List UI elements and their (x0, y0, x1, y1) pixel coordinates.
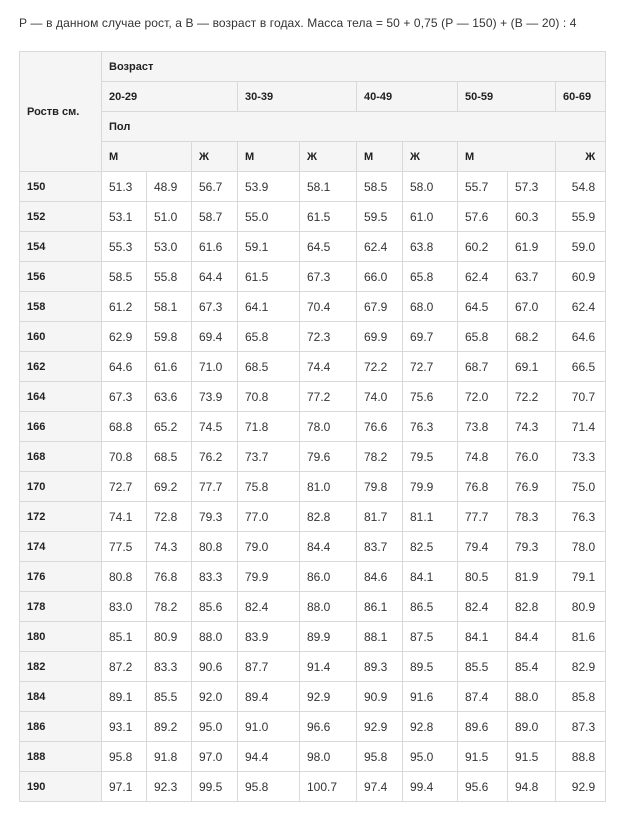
weight-cell: 95.6 (458, 772, 508, 802)
weight-cell: 89.2 (147, 712, 192, 742)
weight-cell: 92.8 (403, 712, 458, 742)
male-40-49: М (357, 142, 403, 172)
weight-cell: 95.8 (357, 742, 403, 772)
weight-cell: 55.8 (147, 262, 192, 292)
weight-cell: 91.5 (508, 742, 556, 772)
weight-cell: 85.6 (192, 592, 238, 622)
weight-cell: 76.3 (403, 412, 458, 442)
weight-cell: 88.0 (300, 592, 357, 622)
weight-cell: 76.0 (508, 442, 556, 472)
weight-table (19, 51, 606, 802)
weight-cell: 64.6 (556, 322, 606, 352)
weight-cell: 61.6 (192, 232, 238, 262)
weight-cell: 85.5 (458, 652, 508, 682)
weight-cell: 81.9 (508, 562, 556, 592)
weight-cell: 61.2 (102, 292, 147, 322)
weight-cell: 74.3 (508, 412, 556, 442)
weight-cell: 74.3 (147, 532, 192, 562)
male-20-29: М (102, 142, 192, 172)
weight-cell: 55.0 (238, 202, 300, 232)
weight-cell: 95.0 (403, 742, 458, 772)
table-row (20, 472, 606, 502)
height-column-header: Роств см. (20, 52, 102, 172)
height-cell: 190 (20, 772, 102, 802)
table-row (20, 292, 606, 322)
table-row (20, 532, 606, 562)
weight-cell: 55.3 (102, 232, 147, 262)
weight-cell: 80.8 (192, 532, 238, 562)
weight-cell: 73.3 (556, 442, 606, 472)
weight-cell: 77.5 (102, 532, 147, 562)
weight-cell: 92.9 (300, 682, 357, 712)
weight-cell: 82.9 (556, 652, 606, 682)
weight-cell: 97.0 (192, 742, 238, 772)
weight-cell: 74.5 (192, 412, 238, 442)
weight-cell: 79.0 (238, 532, 300, 562)
weight-cell: 55.7 (458, 172, 508, 202)
weight-cell: 91.5 (458, 742, 508, 772)
weight-cell: 82.4 (238, 592, 300, 622)
weight-cell: 58.0 (403, 172, 458, 202)
weight-cell: 65.2 (147, 412, 192, 442)
sex-header: Пол (102, 112, 606, 142)
height-cell: 186 (20, 712, 102, 742)
weight-cell: 89.3 (357, 652, 403, 682)
weight-cell: 61.0 (403, 202, 458, 232)
weight-cell: 73.9 (192, 382, 238, 412)
weight-cell: 72.7 (102, 472, 147, 502)
height-cell: 156 (20, 262, 102, 292)
weight-cell: 88.0 (192, 622, 238, 652)
weight-cell: 51.0 (147, 202, 192, 232)
weight-cell: 80.5 (458, 562, 508, 592)
weight-cell: 68.5 (147, 442, 192, 472)
age-group-50-59: 50-59 (458, 82, 556, 112)
weight-cell: 66.0 (357, 262, 403, 292)
header-row-mf (20, 142, 606, 172)
weight-cell: 56.7 (192, 172, 238, 202)
weight-cell: 65.8 (238, 322, 300, 352)
weight-cell: 67.3 (192, 292, 238, 322)
table-row (20, 172, 606, 202)
weight-cell: 71.4 (556, 412, 606, 442)
weight-cell: 68.7 (458, 352, 508, 382)
weight-cell: 76.2 (192, 442, 238, 472)
weight-cell: 64.6 (102, 352, 147, 382)
female-50-59: Ж (556, 142, 606, 172)
weight-cell: 71.8 (238, 412, 300, 442)
weight-cell: 86.5 (403, 592, 458, 622)
weight-cell: 71.0 (192, 352, 238, 382)
weight-cell: 79.9 (403, 472, 458, 502)
weight-cell: 60.9 (556, 262, 606, 292)
weight-cell: 58.5 (357, 172, 403, 202)
weight-cell: 59.8 (147, 322, 192, 352)
weight-cell: 69.2 (147, 472, 192, 502)
weight-cell: 54.8 (556, 172, 606, 202)
table-row (20, 412, 606, 442)
weight-cell: 76.8 (147, 562, 192, 592)
male-50-59: М (458, 142, 556, 172)
weight-cell: 76.3 (556, 502, 606, 532)
weight-cell: 66.5 (556, 352, 606, 382)
weight-cell: 75.8 (238, 472, 300, 502)
weight-cell: 78.3 (508, 502, 556, 532)
weight-cell: 53.1 (102, 202, 147, 232)
height-cell: 160 (20, 322, 102, 352)
height-cell: 154 (20, 232, 102, 262)
weight-cell: 95.0 (192, 712, 238, 742)
weight-cell: 86.0 (300, 562, 357, 592)
weight-cell: 70.4 (300, 292, 357, 322)
weight-cell: 81.0 (300, 472, 357, 502)
height-cell: 150 (20, 172, 102, 202)
weight-cell: 88.1 (357, 622, 403, 652)
weight-cell: 87.4 (458, 682, 508, 712)
weight-cell: 74.4 (300, 352, 357, 382)
weight-cell: 82.5 (403, 532, 458, 562)
weight-cell: 85.8 (556, 682, 606, 712)
female-30-39: Ж (300, 142, 357, 172)
weight-cell: 69.4 (192, 322, 238, 352)
table-row (20, 592, 606, 622)
header-row-age (20, 52, 606, 82)
weight-cell: 83.7 (357, 532, 403, 562)
table-row (20, 322, 606, 352)
height-cell: 164 (20, 382, 102, 412)
weight-cell: 74.8 (458, 442, 508, 472)
weight-cell: 91.8 (147, 742, 192, 772)
weight-cell: 65.8 (403, 262, 458, 292)
weight-cell: 57.3 (508, 172, 556, 202)
weight-cell: 82.8 (508, 592, 556, 622)
weight-cell: 68.0 (403, 292, 458, 322)
weight-cell: 86.1 (357, 592, 403, 622)
weight-cell: 64.1 (238, 292, 300, 322)
weight-cell: 70.8 (238, 382, 300, 412)
table-row (20, 232, 606, 262)
formula-caption: Р — в данном случае рост, а В — возраст в годах. Масса тела = 50 + 0,75 (Р — 150) + (В — 20) : 4 (19, 16, 577, 30)
weight-cell: 58.1 (147, 292, 192, 322)
weight-cell: 82.8 (300, 502, 357, 532)
age-group-30-39: 30-39 (238, 82, 357, 112)
weight-cell: 87.3 (556, 712, 606, 742)
weight-cell: 74.0 (357, 382, 403, 412)
weight-cell: 64.4 (192, 262, 238, 292)
weight-cell: 90.9 (357, 682, 403, 712)
height-cell: 172 (20, 502, 102, 532)
weight-cell: 77.2 (300, 382, 357, 412)
weight-cell: 78.0 (300, 412, 357, 442)
weight-cell: 72.2 (357, 352, 403, 382)
weight-cell: 94.4 (238, 742, 300, 772)
weight-cell: 53.9 (238, 172, 300, 202)
height-cell: 176 (20, 562, 102, 592)
female-20-29: Ж (192, 142, 238, 172)
male-30-39: М (238, 142, 300, 172)
weight-cell: 84.1 (403, 562, 458, 592)
weight-cell: 58.1 (300, 172, 357, 202)
weight-cell: 85.1 (102, 622, 147, 652)
weight-cell: 87.7 (238, 652, 300, 682)
weight-cell: 61.9 (508, 232, 556, 262)
weight-cell: 80.8 (102, 562, 147, 592)
weight-cell: 89.6 (458, 712, 508, 742)
header-row-sex (20, 112, 606, 142)
weight-cell: 73.7 (238, 442, 300, 472)
weight-cell: 99.5 (192, 772, 238, 802)
weight-cell: 87.5 (403, 622, 458, 652)
weight-cell: 92.0 (192, 682, 238, 712)
table-row (20, 202, 606, 232)
weight-cell: 76.9 (508, 472, 556, 502)
weight-cell: 83.0 (102, 592, 147, 622)
height-cell: 184 (20, 682, 102, 712)
weight-cell: 63.6 (147, 382, 192, 412)
weight-cell: 61.5 (238, 262, 300, 292)
height-cell: 174 (20, 532, 102, 562)
weight-cell: 68.8 (102, 412, 147, 442)
weight-cell: 51.3 (102, 172, 147, 202)
table-row (20, 352, 606, 382)
weight-cell: 97.1 (102, 772, 147, 802)
weight-cell: 76.6 (357, 412, 403, 442)
weight-cell: 92.9 (556, 772, 606, 802)
weight-cell: 92.9 (357, 712, 403, 742)
weight-cell: 59.1 (238, 232, 300, 262)
height-cell: 178 (20, 592, 102, 622)
weight-cell: 58.5 (102, 262, 147, 292)
weight-cell: 72.3 (300, 322, 357, 352)
weight-cell: 89.1 (102, 682, 147, 712)
weight-cell: 89.0 (508, 712, 556, 742)
table-row (20, 502, 606, 532)
weight-cell: 90.6 (192, 652, 238, 682)
weight-cell: 70.7 (556, 382, 606, 412)
height-cell: 180 (20, 622, 102, 652)
weight-cell: 69.1 (508, 352, 556, 382)
weight-cell: 79.4 (458, 532, 508, 562)
table-row (20, 622, 606, 652)
weight-cell: 79.8 (357, 472, 403, 502)
age-group-40-49: 40-49 (357, 82, 458, 112)
weight-cell: 84.4 (508, 622, 556, 652)
weight-cell: 92.3 (147, 772, 192, 802)
weight-cell: 81.6 (556, 622, 606, 652)
weight-cell: 85.5 (147, 682, 192, 712)
weight-cell: 89.4 (238, 682, 300, 712)
weight-cell: 79.3 (192, 502, 238, 532)
height-cell: 168 (20, 442, 102, 472)
table-row (20, 652, 606, 682)
weight-cell: 59.5 (357, 202, 403, 232)
weight-cell: 60.3 (508, 202, 556, 232)
weight-cell: 79.1 (556, 562, 606, 592)
weight-cell: 72.2 (508, 382, 556, 412)
weight-cell: 78.0 (556, 532, 606, 562)
weight-cell: 91.0 (238, 712, 300, 742)
weight-cell: 61.6 (147, 352, 192, 382)
height-cell: 162 (20, 352, 102, 382)
age-group-60-69: 60-69 (556, 82, 606, 112)
weight-cell: 99.4 (403, 772, 458, 802)
weight-cell: 68.5 (238, 352, 300, 382)
weight-cell: 83.9 (238, 622, 300, 652)
weight-cell: 74.1 (102, 502, 147, 532)
weight-cell: 58.7 (192, 202, 238, 232)
weight-cell: 68.2 (508, 322, 556, 352)
weight-cell: 83.3 (147, 652, 192, 682)
weight-cell: 48.9 (147, 172, 192, 202)
age-header: Возраст (102, 52, 606, 82)
weight-cell: 80.9 (556, 592, 606, 622)
weight-cell: 67.3 (300, 262, 357, 292)
weight-cell: 78.2 (357, 442, 403, 472)
table-row (20, 262, 606, 292)
weight-cell: 60.2 (458, 232, 508, 262)
weight-cell: 62.4 (556, 292, 606, 322)
weight-cell: 79.3 (508, 532, 556, 562)
weight-cell: 88.0 (508, 682, 556, 712)
weight-cell: 67.9 (357, 292, 403, 322)
weight-cell: 88.8 (556, 742, 606, 772)
weight-cell: 81.1 (403, 502, 458, 532)
weight-cell: 63.8 (403, 232, 458, 262)
height-cell: 170 (20, 472, 102, 502)
age-group-20-29: 20-29 (102, 82, 238, 112)
weight-cell: 76.8 (458, 472, 508, 502)
table-row (20, 682, 606, 712)
weight-cell: 72.7 (403, 352, 458, 382)
header-row-age-groups (20, 82, 606, 112)
weight-cell: 79.5 (403, 442, 458, 472)
weight-cell: 64.5 (458, 292, 508, 322)
weight-cell: 55.9 (556, 202, 606, 232)
height-cell: 158 (20, 292, 102, 322)
height-cell: 182 (20, 652, 102, 682)
weight-cell: 62.9 (102, 322, 147, 352)
height-cell: 188 (20, 742, 102, 772)
weight-cell: 75.6 (403, 382, 458, 412)
weight-cell: 73.8 (458, 412, 508, 442)
weight-cell: 96.6 (300, 712, 357, 742)
table-row (20, 742, 606, 772)
weight-cell: 72.8 (147, 502, 192, 532)
weight-cell: 95.8 (102, 742, 147, 772)
weight-cell: 61.5 (300, 202, 357, 232)
weight-cell: 59.0 (556, 232, 606, 262)
weight-cell: 89.5 (403, 652, 458, 682)
weight-cell: 81.7 (357, 502, 403, 532)
weight-cell: 63.7 (508, 262, 556, 292)
weight-cell: 83.3 (192, 562, 238, 592)
weight-cell: 94.8 (508, 772, 556, 802)
weight-cell: 93.1 (102, 712, 147, 742)
weight-cell: 72.0 (458, 382, 508, 412)
weight-cell: 62.4 (357, 232, 403, 262)
weight-cell: 98.0 (300, 742, 357, 772)
table-row (20, 712, 606, 742)
table-row (20, 562, 606, 592)
table-row (20, 772, 606, 802)
weight-cell: 64.5 (300, 232, 357, 262)
female-40-49: Ж (403, 142, 458, 172)
weight-cell: 53.0 (147, 232, 192, 262)
weight-cell: 67.3 (102, 382, 147, 412)
weight-cell: 57.6 (458, 202, 508, 232)
weight-cell: 75.0 (556, 472, 606, 502)
weight-cell: 67.0 (508, 292, 556, 322)
table-row (20, 382, 606, 412)
weight-cell: 84.4 (300, 532, 357, 562)
weight-cell: 91.4 (300, 652, 357, 682)
table-body (20, 172, 606, 802)
weight-cell: 80.9 (147, 622, 192, 652)
weight-cell: 97.4 (357, 772, 403, 802)
height-cell: 166 (20, 412, 102, 442)
weight-cell: 84.1 (458, 622, 508, 652)
weight-cell: 69.9 (357, 322, 403, 352)
weight-cell: 87.2 (102, 652, 147, 682)
weight-cell: 78.2 (147, 592, 192, 622)
weight-cell: 77.7 (458, 502, 508, 532)
weight-cell: 100.7 (300, 772, 357, 802)
weight-cell: 95.8 (238, 772, 300, 802)
weight-cell: 79.6 (300, 442, 357, 472)
weight-cell: 91.6 (403, 682, 458, 712)
height-cell: 152 (20, 202, 102, 232)
weight-cell: 82.4 (458, 592, 508, 622)
weight-cell: 77.0 (238, 502, 300, 532)
weight-cell: 77.7 (192, 472, 238, 502)
weight-cell: 79.9 (238, 562, 300, 592)
weight-cell: 69.7 (403, 322, 458, 352)
weight-cell: 65.8 (458, 322, 508, 352)
weight-cell: 85.4 (508, 652, 556, 682)
table-row (20, 442, 606, 472)
weight-cell: 62.4 (458, 262, 508, 292)
weight-cell: 89.9 (300, 622, 357, 652)
weight-cell: 84.6 (357, 562, 403, 592)
weight-cell: 70.8 (102, 442, 147, 472)
